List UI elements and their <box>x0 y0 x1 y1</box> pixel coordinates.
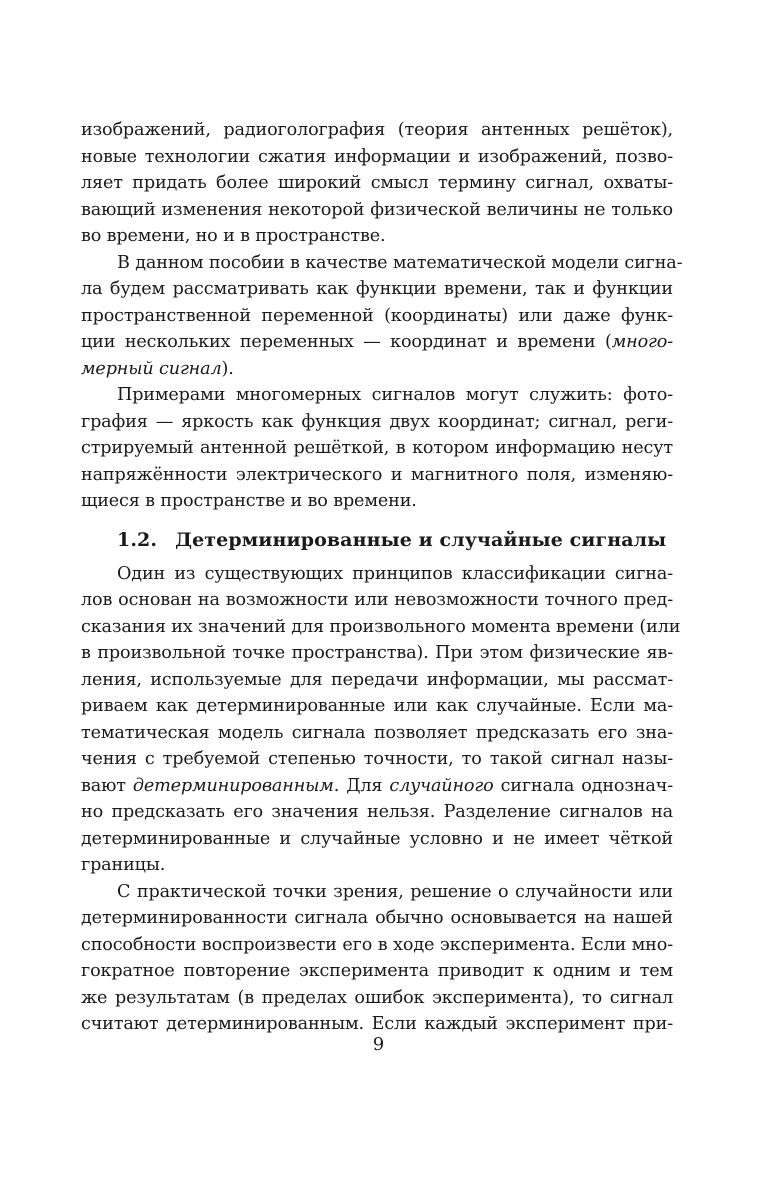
text-line <box>81 329 673 356</box>
text-line: сказания их значений для произвольного момента времени (или <box>81 616 681 637</box>
page-number: 9 <box>372 1034 385 1055</box>
paragraph <box>81 879 673 1038</box>
text-line: пространственной переменной (координаты) или даже функ- <box>81 305 673 326</box>
text-line: новые технологии сжатия информации и изображений, позво- <box>81 146 673 167</box>
text-line: щиеся в пространстве и во времени. <box>81 491 417 511</box>
text-line: изображений, радиоголография (теория антенных решёток), <box>81 120 673 140</box>
text-fragment: ции нескольких переменных — координат и времени ( <box>81 332 612 352</box>
text-fragment: вают <box>81 775 133 796</box>
text-line: гократное повторение эксперимента приводит к одним и тем <box>81 961 673 981</box>
paragraph <box>81 250 683 383</box>
text-line: детерминированные и случайные условно и не имеет чёткой <box>81 828 673 849</box>
text-fragment: . Для <box>333 775 390 796</box>
text-line: считают детерминированным. Если каждый эксперимент при- <box>81 1014 673 1034</box>
text-line: же результатам (в пределах ошибок эксперимента), то сигнал <box>81 987 673 1008</box>
text-line: ляет придать более широкий смысл термину сигнал, охваты- <box>81 173 673 193</box>
section-number: 1.2. <box>117 528 158 551</box>
paragraph <box>81 561 681 879</box>
text-line: С практической точки зрения, решение о случайности или <box>117 881 673 902</box>
italic-term: много- <box>611 332 673 352</box>
text-fragment: сигнала однознач- <box>493 775 673 796</box>
text-line: границы. <box>81 855 166 875</box>
italic-term: детерминированным <box>132 775 334 796</box>
paragraph <box>81 382 673 515</box>
text-line <box>81 773 673 800</box>
text-line: вающий изменения некоторой физической величины не только <box>81 199 673 220</box>
text-line: ления, используемые для передачи информации, мы рассмат- <box>81 669 673 690</box>
text-line: напряжённости электрического и магнитного поля, изменяю- <box>81 464 673 485</box>
text-line: Примерами многомерных сигналов могут служить: фото- <box>117 385 673 405</box>
italic-term: мерный сигнал <box>81 358 222 379</box>
text-line: ла будем рассматривать как функции времени, так и функции <box>81 279 673 299</box>
italic-term: случайного <box>389 775 494 796</box>
text-line: способности воспроизвести его в ходе эксперимента. Если мно- <box>81 934 673 955</box>
text-line: чения с требуемой степенью точности, то такой сигнал назы- <box>81 749 673 769</box>
text-line: детерминированности сигнала обычно основывается на нашей <box>81 908 673 928</box>
text-line: лов основан на возможности или невозможности точного пред- <box>81 590 673 610</box>
text-line: графия — яркость как функция двух координат; сигнал, реги- <box>81 411 673 432</box>
text-line: Один из существующих принципов классификации сигна- <box>117 563 673 584</box>
section-title: Детерминированные и случайные сигналы <box>175 528 667 551</box>
text-line: тематическая модель сигнала позволяет предсказать его зна- <box>81 722 673 743</box>
text-fragment: ). <box>221 358 234 379</box>
page-body <box>81 117 683 1038</box>
text-line: риваем как детерминированные или как случайные. Если ма- <box>81 696 673 716</box>
section-heading <box>117 525 673 555</box>
text-line <box>81 356 673 383</box>
paragraph <box>81 117 673 250</box>
text-line: стрируемый антенной решёткой, в котором информацию несут <box>81 438 673 458</box>
text-line: В данном пособии в качестве математической модели сигна- <box>117 252 683 273</box>
text-line: но предсказать его значения нельзя. Разделение сигналов на <box>81 802 673 822</box>
text-line: во времени, но и в пространстве. <box>81 226 386 246</box>
text-line: в произвольной точке пространства). При этом физические яв- <box>81 643 673 663</box>
